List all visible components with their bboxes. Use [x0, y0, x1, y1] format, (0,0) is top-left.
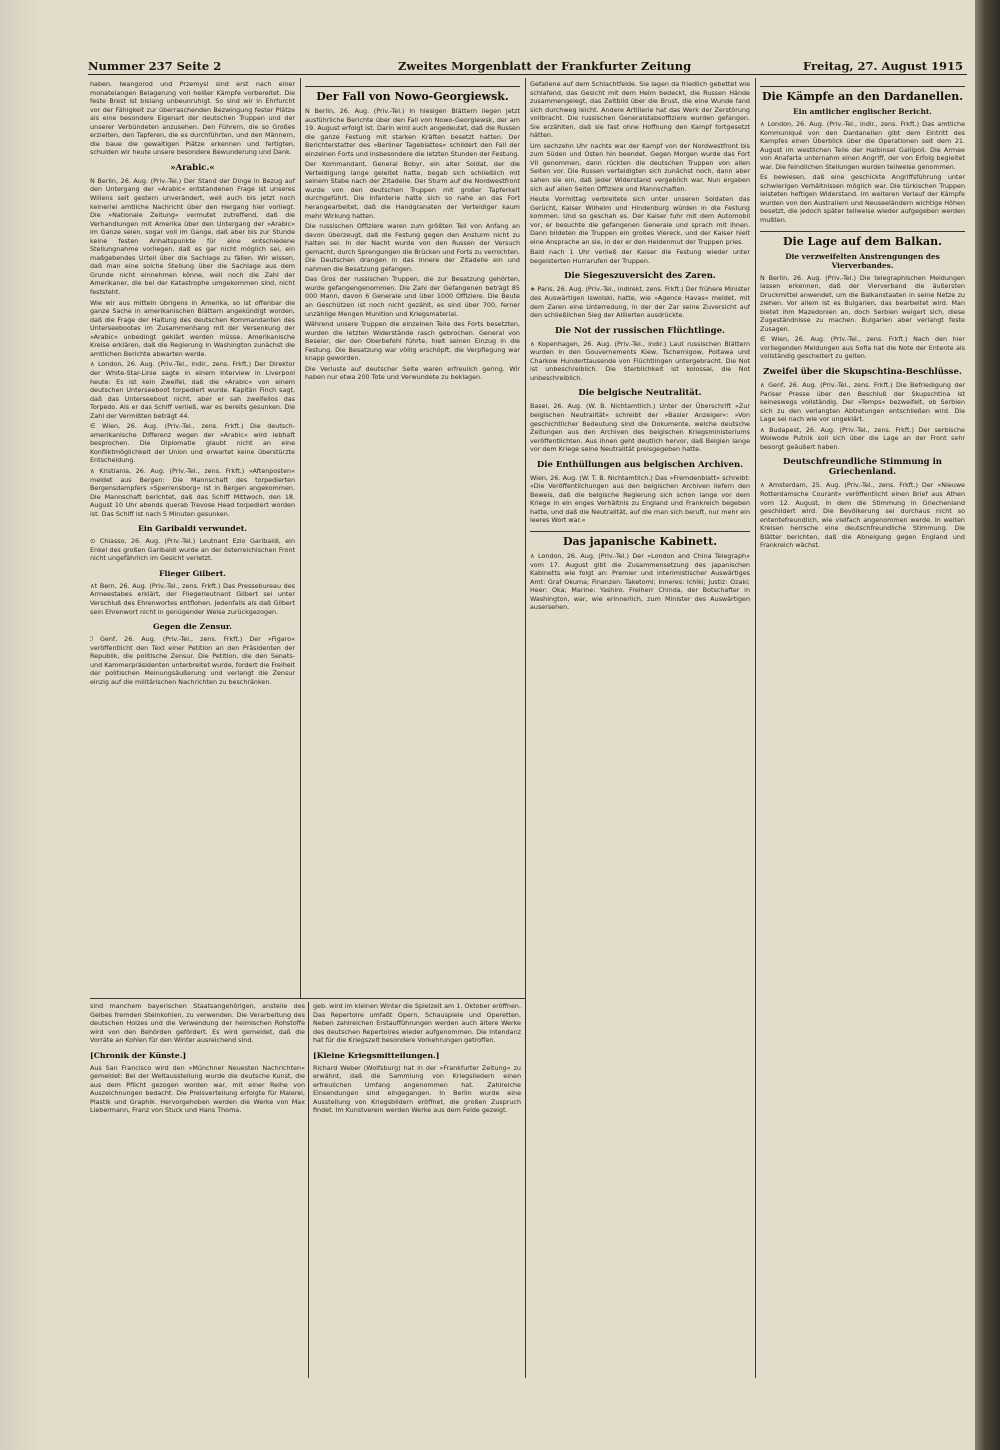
issue-date: Freitag, 27. August 1915: [802, 59, 963, 73]
article-paragraph: Wie wir aus mitteln übrigens in Amerika, so ist offenbar die ganze Sache in amerikanischen Blättern angekündigt worden, daß die Frage der Haltung des deutschen Kommandanten des Unterseebootes im Zusammenhang mit der Versenkung der »Arabic« unbedingt geklärt werden müsse. Amerikanische Kreise erklären, daß die Regierung in Washington zunächst die amtlichen Berichte abwarten werde.: [90, 298, 295, 358]
article-paragraph: N Berlin, 26. Aug. (Priv.-Tel.) In hiesigen Blättern liegen jetzt ausführliche Berichte über den Fall von Nowo-Georgiewsk, der am 19. August erfolgt ist. Darin wird auch angedeutet, daß die Russen die ganze Festung mit starken Kräften besetzt hatten. Der Berichterstatter des »Berliner Tageblattes« schildert den Fall der einzelnen Forts und insbesondere die letzten Stunden der Festung.: [305, 107, 520, 158]
article-paragraph: Basel, 26. Aug. (W. B. Nichtamtlich.) Unter der Überschrift »Zur belgischen Neutralität« schreibt der »Basler Anzeiger«: »Von geschichtlicher Bedeutung sind die Dokumente, welche deutsche Zeitungen aus den Archiven des belgischen Kriegsministeriums veröffentlichten. Aus ihnen geht deutlich hervor, daß Belgien lange vor dem Kriege seine Neutralität preisgegeben hatte.: [530, 402, 750, 454]
article-paragraph: ∧ London, 26. Aug. (Priv.-Tel., indir., zens. Frkft.) Das amtliche Kommuniqué von den Dardanellen gibt dem Eintritt des Kampfes einen Überblick über die Operationen seit dem 21. August im westlichen Teile der Halbinsel Gallipoli. Die Armee von Anafarta unternahm einen Angriff, der von Erfolg begleitet war. Die feindlichen Stellungen wurden teilweise genommen.: [760, 120, 965, 171]
feuilleton-left: [90, 1002, 305, 1378]
feuilleton-paragraph: geb. wird im kleinen Winter die Spielzeit am 1. Oktober eröffnen. Das Repertoire umfaßt Opern, Schauspiele und Operetten. Neben zahlreichen Erstaufführungen werden auch ältere Werke des deutschen Repertoires wieder aufgenommen. Die Intendanz hat für die Kriegszeit besondere Vorkehrungen getroffen.: [313, 1002, 521, 1045]
column-rule: [755, 78, 756, 1378]
article-paragraph: Es bewiesen, daß eine geschickte Angriffsführung unter schwierigen Verhältnissen möglich war. Die türkischen Truppen leisteten heftigen Widerstand. Im weiteren Verlauf der Kämpfe wurden von den Australiern und Neuseeländern wichtige Höhen besetzt, die jedoch später teilweise wieder aufgegeben werden mußten.: [760, 173, 965, 225]
article-paragraph: ∧ Kopenhagen, 26. Aug. (Priv.-Tel., indir.) Laut russischen Blättern wurden in den Gouvernements Kiew, Tschernigow, Poltawa und Charkow Hunderttausende von Flüchtlingen untergebracht. Die Not ist unbeschreiblich. Die Sterblichkeit ist kolossal, die Not unbeschreiblich.: [530, 339, 750, 382]
article-paragraph: ⊙ Chiasso, 26. Aug. (Priv.-Tel.) Leutnant Ezio Garibaldi, ein Enkel des großen Garibaldi wurde an der österreichischen Front nicht ungefährlich im Gesicht verletzt.: [90, 537, 295, 563]
intro-paragraph: haben. Iwangorod und Przemysl sind erst nach einer monatelangen Belagerung voll heißer Kämpfe vorbereitet. Die feste Brest ist bislang unbeunruhigt. So sind wir in Ehrfurcht vor der Fähigkeit zur überraschenden Bezwingung fester Plätze als eine besondere Eigenart der deutschen Truppen und der unserer Verbündeten anzusehen. Den Führern, die so Großes erzielten, den Tapferen, die es durchführten, und den Männern, die baue die gewaltigen Plätze erkennen und fertigten, schulden wir heute unsere besondere Bewunderung und Dank.: [90, 80, 295, 157]
article-paragraph: Während unsere Truppen die einzelnen Teile des Forts besetzten, wurden die letzten Widerstände rasch gebrochen. General von Beseler, der den Oberbefehl führte, hielt seinen Einzug in die Festung. Die Besatzung war völlig erschöpft, die Verpflegung war knapp geworden.: [305, 320, 520, 363]
neutralitaet-heading: Die belgische Neutralität.: [578, 388, 702, 399]
arabic-heading: »Arabic.«: [170, 162, 215, 173]
column-4: [760, 80, 965, 1450]
article-paragraph: ∗ Paris, 26. Aug. (Priv.-Tel., indirekt, zens. Frkft.) Der frühere Minister des Auswärtigen Iswolski, hatte, wie »Agence Havas« meldet, mit dem Zaren eine Unterredung, in der der Zar seine Zuversicht auf den schließlichen Sieg der Alliierten ausdrückte.: [530, 285, 750, 320]
zensur-heading: Gegen die Zensur.: [153, 622, 232, 632]
article-paragraph: ∈ Wien, 26. Aug. (Priv.-Tel., zens. Frkft.) Die deutsch-amerikanische Differenz wegen der »Arabic« wird lebhaft besprochen. Die Diplomatie glaubt nicht an eine Konfliktmöglichkeit der Union und erwartet keine überstürzte Entscheidung.: [90, 422, 295, 465]
newspaper-title: Zweites Morgenblatt der Frankfurter Zeitung: [398, 59, 692, 73]
feuilleton-paragraph: sind manchem bayerischen Staatsangehörigen, anstelle des Gelbes fremden Steinkohlen, zu verwenden. Die Verarbeitung des deutschen Holzes und die Verwendung der heimischen Rohstoffe wird von den Behörden gefördert. Es wird gemeldet, daß die Vorräte an Kohlen für den Winter ausreichend sind.: [90, 1002, 305, 1045]
balkan-subheading: Die verzweifelten Anstrengungen des Vierverbandes.: [785, 251, 940, 270]
column-2: [305, 80, 520, 988]
nowo-georgiewsk-heading: Der Fall von Nowo-Georgiewsk.: [305, 86, 520, 103]
kleine-kriegsmitteilungen-heading: [Kleine Kriegsmitteilungen.]: [313, 1050, 440, 1060]
feuilleton-right: [313, 1002, 521, 1378]
issue-number: Nummer 237 Seite 2: [88, 59, 222, 73]
article-paragraph: ∧ Genf, 26. Aug. (Priv.-Tel., zens. Frkft.) Die Befriedigung der Pariser Presse über den Beschluß der Skupschtina ist keineswegs vollständig. Der »Temps« bezweifelt, ob Serbien sich zu den verlangten Abtretungen entschließen wird. Die Lage sei nach wie vor ungeklärt.: [760, 381, 965, 424]
article-paragraph: ∧ London, 26. Aug. (Priv.-Tel., indir., zens. Frkft.) Der Direktor der White-Star-Linie sagte in einem Interview in Liverpool heute: Es ist kein Zweifel, daß die »Arabic« von einem deutschen Unterseeboot torpediert wurde. Kapitän Finch sagt, daß das Unterseeboot nicht, aber er sah zweifellos das Torpedo. Als er das Schiff verließ, war es bereits gesunken. Die Zahl der Vermißten beträgt 44.: [90, 360, 295, 420]
article-paragraph: ∧ Kristiania, 26. Aug. (Priv.-Tel., zens. Frkft.) »Aftenposten« meldet aus Bergen: Die Mannschaft des torpedierten Bergensdampfers »Sperrensborg« ist in Bergen angekommen. Die Mannschaft berichtet, daß das Schiff Mittwoch, den 18. August 10 Uhr abends querab Trevose Head torpediert worden ist. Das Schiff ist nach 5 Minuten gesunken.: [90, 466, 295, 518]
column-rule: [525, 78, 526, 1378]
article-paragraph: Heute Vormittag verbreitete sich unter unseren Soldaten das Gerücht, Kaiser Wilhelm und Hindenburg würden in die Festung kommen. Und so geschah es. Der Kaiser fuhr mit dem Automobil vor, er besuchte die gefangenen Generale und sprach mit ihnen. Dann bildeten die Truppen ein großes Viereck, und der Kaiser hielt eine Ansprache an sie, in der er den Heldenmut der Truppen pries.: [530, 195, 750, 246]
article-paragraph: ∧ Budapest, 26. Aug. (Priv.-Tel., zens. Frkft.) Der serbische Woiwode Putnik soll sich über die Lage an der Front sehr besorgt geäußert haben.: [760, 425, 965, 451]
griechenland-heading: Deutschfreundliche Stimmung in Griechenland.: [782, 457, 942, 478]
masthead: [88, 58, 967, 75]
garibaldi-heading: Ein Garibaldi verwundet.: [137, 524, 248, 534]
skupschtina-heading: Zweifel über die Skupschtina-Beschlüsse.: [763, 367, 962, 378]
article-paragraph: ℐ Genf, 26. Aug. (Priv.-Tel., zens. Frkft.) Der »Figaro« veröffentlicht den Text einer Petition an den Präsidenten der Republik, die politische Zensur. Die Petition, die den Senats- und Kammerpräsidenten unterbreitet wurde, fordert die Freiheit der politischen Meinungsäußerung und verlangt die Zensur einzig auf die militärischen Nachrichten zu beschränken.: [90, 635, 295, 686]
enthuellungen-heading: Die Enthüllungen aus belgischen Archiven.: [536, 459, 744, 470]
article-paragraph: Die Verluste auf deutscher Seite waren erfreulich gering. Wir haben nur etwa 200 Tote und Verwundete zu beklagen.: [305, 364, 520, 382]
article-paragraph: Das Gros der russischen Truppen, die zur Besatzung gehörten, wurde gefangengenommen. Die Zahl der Gefangenen beträgt 85 000 Mann, davon 6 Generale und über 1000 Offiziere. Die Beute an Geschützen ist noch nicht gezählt, es sind über 700, ferner unzählige Mengen Munition und Kriegsmaterial.: [305, 275, 520, 318]
siegeszuversicht-heading: Die Siegeszuversicht des Zaren.: [564, 271, 716, 282]
page-gutter-shadow: [0, 0, 40, 1450]
article-paragraph: ∧ London, 26. Aug. (Priv.-Tel.) Der »London and China Telegraph« vom 17. August gibt die Zusammensetzung des japanischen Kabinetts wie folgt an: Premier und interimistischer Auswärtiges Amt: Graf Okuma; Finanzen: Taketomi; Inneres: Ichiki; Justiz: Ozaki; Heer: Oka; Marine: Yashiro. Freiherr Chinda, der Botschafter in Washington, war, wie erinnerlich, zum Minister des Auswärtigen ausersehen.: [530, 551, 750, 612]
article-paragraph: ∧t Bern, 26. Aug. (Priv.-Tel., zens. Frkft.) Das Pressebureau des Armeestabes erklärt, der Fliegerleutnant Gilbert sei unter Verschluß des Ehrenwortes entflohen. Jedenfalls als daß Gilbert sein Ehrenwort nicht in genügender Weise zurückgezogen.: [90, 581, 295, 616]
feuilleton-paragraph: Richard Weber (Wolfsburg) hat in der »Frankfurter Zeitung« zu erwähnt, daß die Sammlung von Kriegsliedern einen erfreulichen Umfang angenommen hat. Zahlreiche Einsendungen sind eingegangen. In Berlin wurde eine Ausstellung von Kriegsbildern eröffnet, die großen Zuspruch findet. Im Kunstverein werden Werke aus dem Felde gezeigt.: [313, 1063, 521, 1115]
balkan-heading: Die Lage auf dem Balkan.: [760, 231, 965, 248]
article-paragraph: ∧ Amsterdam, 25. Aug. (Priv.-Tel., zens. Frkft.) Der »Nieuwe Rotterdamsche Courant« veröffentlicht einen Brief aus Athen vom 12. August, in dem die Stimmung in Griechenland geschildert wird. Die Bevölkerung sei durchaus nicht so ententefreundlich, wie vielfach angenommen werde. In weiten Kreisen herrsche eine deutschfreundliche Stimmung. Die Blätter berichten, daß die Abneigung gegen England und Frankreich wächst.: [760, 481, 965, 550]
article-paragraph: N Berlin, 26. Aug. (Priv.-Tel.) Der Stand der Dinge in Bezug auf den Untergang der »Arabic« entstandenen Frage ist unseres Willens seit gestern unverändert, weil auch bis jetzt noch keinerlei amtliche Nachricht über den Hergang hier vorliegt. Die »Nationale Zeitung« vermutet zutreffend, daß die Verhandlungen mit Amerika über den Untergang der »Arabic« im Ganze seien, sogar voll im Gange, daß aber bis zur Stunde keine festen Anhaltspunkte für eine entschiedene Stellungnahme vorliegen, daß es gar nicht möglich sei, ein maßgebendes Urteil über die Sachlage zu fällen. Wir wissen, daß man eine solche Stellung über die Sachlage aus dem Grunde nicht einnehmen könne, weil noch die Zahl der Amerikaner, die bei der Katastrophe umgekommen sind, nicht feststeht.: [90, 176, 295, 297]
article-paragraph: Der Kommandant, General Bobyr, ein alter Soldat, der die Verteidigung lange geleitet hatte, begab sich schließlich mit seinem Stabe nach der Zitadelle. Der Sturm auf die Nordwestfront wurde von den deutschen Truppen mit großer Tapferkeit durchgeführt. Die Infanterie hatte sich so nahe an das Fort herangearbeitet, daß die Handgranaten der Verteidiger kaum mehr Wirkung hatten.: [305, 160, 520, 220]
article-paragraph: Um sechzehn Uhr nachts war der Kampf von der Nordwestfront bis zum Süden und Osten hin beendet. Gegen Morgen wurde das Fort VII genommen, dann rückten die deutschen Truppen von allen Seiten vor. Die Russen verteidigten sich zunächst noch, dann aber sahen sie ein, daß jeder Widerstand vergeblich war. Nun ergaben sich auf allen Seiten Offiziere und Mannschaften.: [530, 141, 750, 193]
gilbert-heading: Flieger Gilbert.: [158, 568, 227, 578]
japan-cabinet-heading: Das japanische Kabinett.: [530, 531, 750, 548]
article-paragraph: N Berlin, 26. Aug. (Priv.-Tel.) Die telegraphischen Meldungen lassen erkennen, daß der Vierverband die äußersten Druckmittel anwendet, um die Balkanstaaten in seine Netze zu ziehen. Vor allem ist es Bulgarien, das bearbeitet wird. Man bietet ihm Mazedonien an, doch Serbien weigert sich, diese Zugeständnisse zu machen. Bulgarien aber verlangt feste Zusagen.: [760, 273, 965, 333]
article-paragraph: Bald nach 1 Uhr verließ der Kaiser die Festung wieder unter begeisterten Hurrarufen der Truppen.: [530, 248, 750, 265]
column-rule: [308, 1002, 309, 1378]
column-3: [530, 80, 750, 1450]
dardanellen-subheading: Ein amtlicher englischer Bericht.: [793, 107, 932, 116]
fluechtlinge-heading: Die Not der russischen Flüchtlinge.: [555, 325, 725, 336]
article-paragraph: Die russischen Offiziere waren zum größten Teil von Anfang an davon überzeugt, daß die Festung gegen den Ansturm nicht zu halten sei. In der Nacht wurde von den Russen der Versuch gemacht, durch Sprengungen die Brücken und Forts zu vernichten. Die Deutschen drangen in das Innere der Zitadelle ein und nahmen die Besatzung gefangen.: [305, 222, 520, 273]
book-spine: [975, 0, 1000, 1450]
dardanellen-heading: Die Kämpfe an den Dardanellen.: [760, 86, 965, 103]
column-rule: [300, 78, 301, 998]
article-paragraph: Gefallene auf dem Schlachtfelde. Sie lagen da friedlich gebettet wie schlafend, das Gesicht mit dem Helm bedeckt, die Russen Hände zusammengelegt, das Zeltbild über die Brust, die eine Wunde fand sich durchweg leicht. Andere Artillerie hat das Werk der Zerstörung vollbracht. Die russischen Generalstabsoffiziere wurden gefangen. Sie erzählten, daß sie fast ohne Hoffnung den Kampf fortgesetzt hätten.: [530, 80, 750, 140]
feuilleton-paragraph: Aus San Francisco wird den »Münchner Neuesten Nachrichten« gemeldet: Bei der Weltausstellung wurde die deutsche Kunst, die aus dem Pflicht gezogen worden war, mit einer Reihe von Auszeichnungen bedacht. Die Preisverteilung erfolgte für Malerei, Plastik und Graphik. Hervorgehoben werden die Werke von Max Liebermann, Franz von Stuck und Hans Thoma.: [90, 1063, 305, 1115]
article-paragraph: ∈ Wien, 26. Aug. (Priv.-Tel., zens. Frkft.) Nach den hier vorliegenden Meldungen aus Sofia hat die Note der Entente als vollständig gescheitert zu gelten.: [760, 335, 965, 361]
chronik-heading: [Chronik der Künste.]: [90, 1050, 187, 1060]
article-paragraph: Wien, 26. Aug. (W. T. B. Nichtamtlich.) Das »Fremdenblatt« schreibt: »Die Veröffentlichungen aus den belgischen Archiven liefern den Beweis, daß die belgische Regierung sich schon lange vor dem Kriege in ein enges Verhältnis zu England und Frankreich begeben hatte, und daß die Neutralität, auf die man sich beruft, nur mehr ein leeres Wort war.«: [530, 473, 750, 525]
